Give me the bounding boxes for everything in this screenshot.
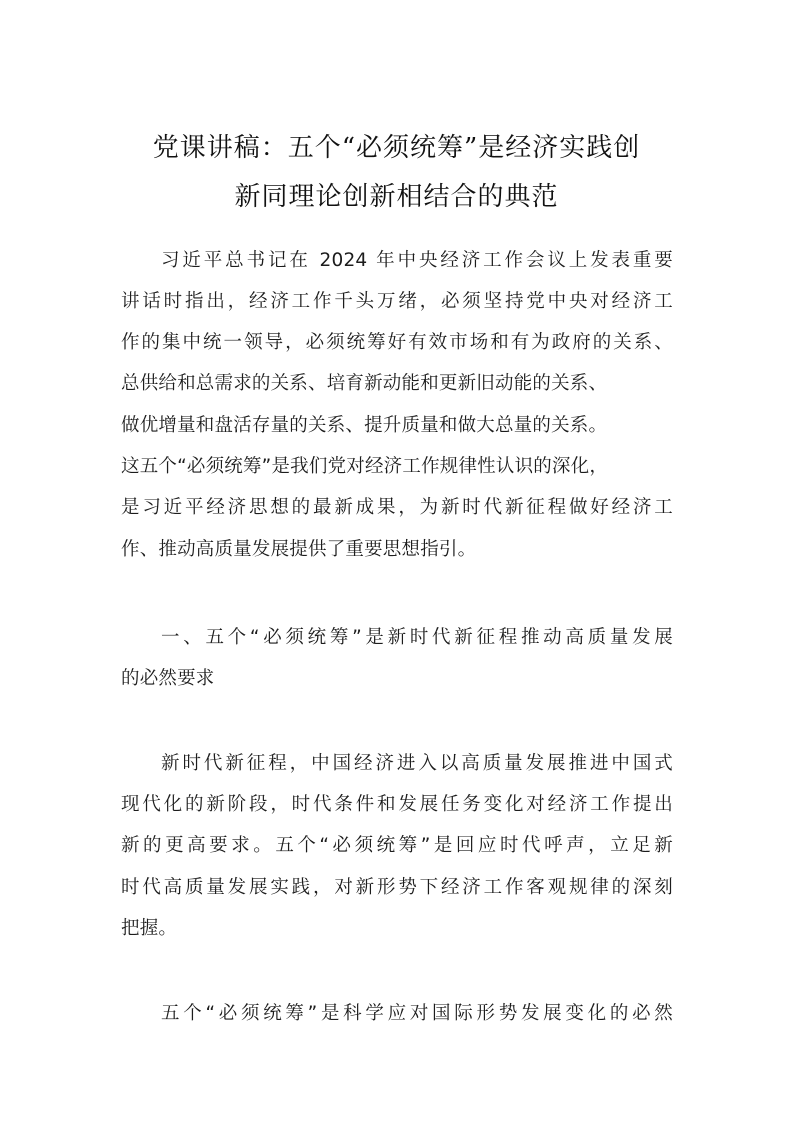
paragraph-1-line-6: 这五个“必须统筹”是我们党对经济工作规律性认识的深化， bbox=[121, 456, 609, 477]
paragraph-2-line-2: 现代化的新阶段，时代条件和发展任务变化对经济工作提出 bbox=[121, 794, 673, 815]
section-heading-1-line-2: 的必然要求 bbox=[121, 668, 215, 689]
paragraph-1-line-2: 讲话时指出，经济工作千头万绪，必须坚持党中央对经济工 bbox=[121, 291, 673, 312]
document-title-line-1: 党课讲稿：五个“必须统筹”是经济实践创 bbox=[152, 133, 641, 163]
paragraph-2-line-5: 把握。 bbox=[121, 918, 178, 939]
paragraph-2-line-4: 时代高质量发展实践，对新形势下经济工作客观规律的深刻 bbox=[121, 877, 673, 898]
paragraph-3-line-1: 五个“必须统筹”是科学应对国际形势发展变化的必然 bbox=[161, 1003, 673, 1024]
paragraph-1-line-3: 作的集中统一领导，必须统筹好有效市场和有为政府的关系、 bbox=[121, 332, 673, 353]
paragraph-1-line-4: 总供给和总需求的关系、培育新动能和更新旧动能的关系、 bbox=[121, 373, 608, 394]
paragraph-1-line-5: 做优增量和盘活存量的关系、提升质量和做大总量的关系。 bbox=[121, 415, 608, 436]
paragraph-2-line-1: 新时代新征程，中国经济进入以高质量发展推进中国式 bbox=[161, 753, 673, 774]
paragraph-1-line-7: 是习近平经济思想的最新成果，为新时代新征程做好经济工 bbox=[121, 497, 673, 518]
document-title-line-2: 新同理论创新相结合的典范 bbox=[234, 182, 559, 212]
paragraph-1-line-1: 习近平总书记在 2024 年中央经济工作会议上发表重要 bbox=[161, 250, 673, 271]
section-heading-1-line-1: 一、五个“必须统筹”是新时代新征程推动高质量发展 bbox=[161, 627, 673, 648]
paragraph-1-line-8: 作、推动高质量发展提供了重要思想指引。 bbox=[121, 539, 477, 560]
paragraph-2-line-3: 新的更高要求。五个“必须统筹”是回应时代呼声，立足新 bbox=[121, 835, 673, 856]
